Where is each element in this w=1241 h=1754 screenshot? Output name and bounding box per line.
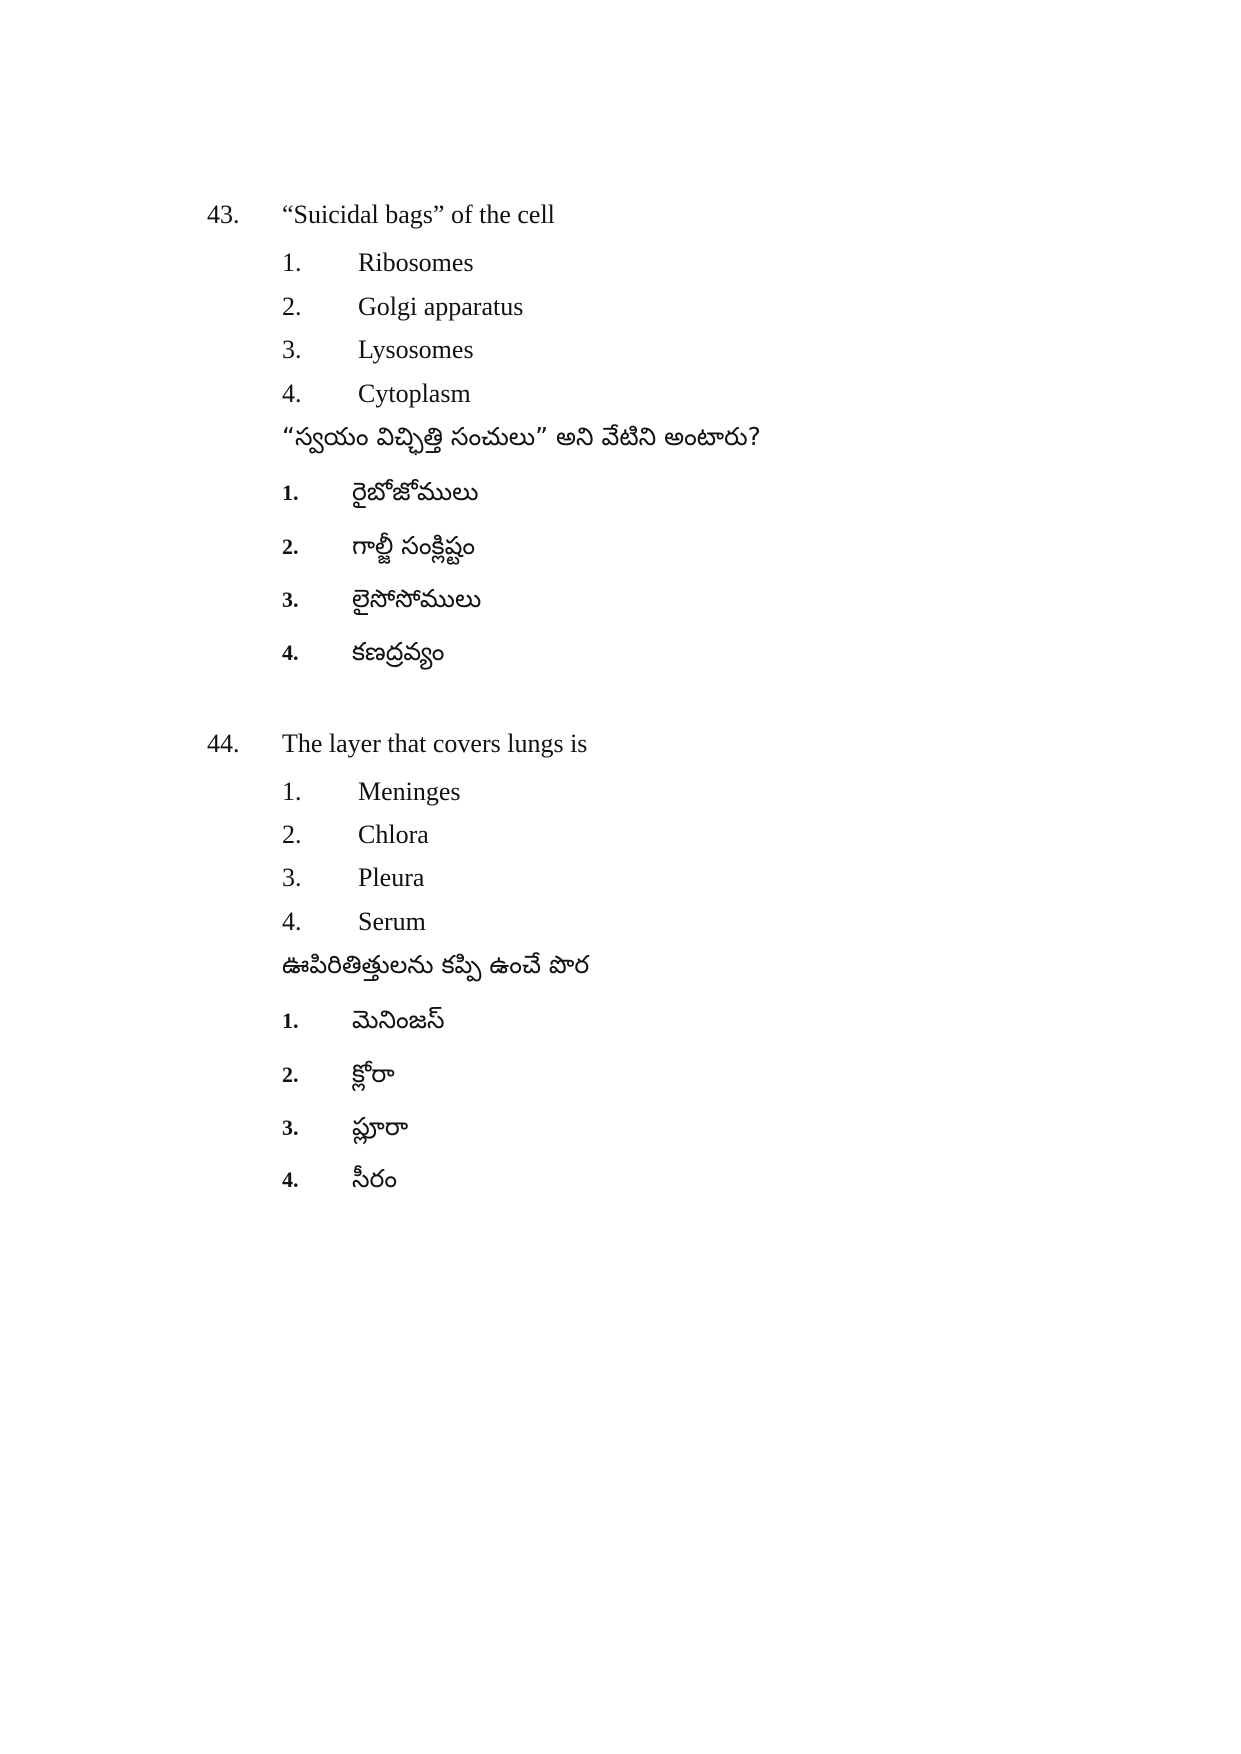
- option-number: 2.: [282, 534, 299, 559]
- option-1: [282, 248, 474, 278]
- option-label: రైబోజోములు: [352, 477, 479, 506]
- option-number: 4.: [282, 907, 302, 936]
- question-number: 43.: [207, 200, 240, 229]
- telugu-option-4: [282, 635, 444, 670]
- option-number: 2.: [282, 1062, 299, 1087]
- option-label: లైసోసోములు: [352, 584, 482, 613]
- option-number: 1.: [282, 777, 302, 806]
- option-number: 4.: [282, 1167, 299, 1192]
- option-2: [282, 820, 429, 850]
- option-3: [282, 863, 424, 893]
- telugu-option-4: [282, 1162, 397, 1197]
- option-number: 1.: [282, 248, 302, 277]
- option-label: కణద్రవ్యం: [352, 637, 445, 666]
- option-number: 4.: [282, 640, 299, 665]
- telugu-option-1: [282, 475, 479, 510]
- option-label: Pleura: [358, 863, 425, 892]
- question-number: 44.: [207, 729, 240, 758]
- option-label: Golgi apparatus: [358, 292, 524, 321]
- option-1: [282, 777, 461, 807]
- option-label: Cytoplasm: [358, 379, 471, 408]
- option-number: 3.: [282, 587, 299, 612]
- option-number: 3.: [282, 863, 302, 892]
- telugu-option-3: [282, 582, 481, 617]
- option-label: సీరం: [352, 1164, 398, 1193]
- option-number: 2.: [282, 292, 302, 321]
- option-number: 3.: [282, 1115, 299, 1140]
- telugu-option-2: [282, 1057, 395, 1092]
- option-label: గాల్జీ సంక్లిష్టం: [352, 531, 476, 560]
- option-3: [282, 335, 474, 365]
- option-4: [282, 907, 426, 937]
- option-2: [282, 292, 523, 322]
- option-label: మెనింజస్: [352, 1005, 445, 1034]
- telugu-option-3: [282, 1110, 408, 1145]
- option-number: 3.: [282, 335, 302, 364]
- option-label: Ribosomes: [358, 248, 474, 277]
- option-4: [282, 379, 471, 409]
- option-number: 1.: [282, 480, 299, 505]
- option-label: Chlora: [358, 820, 429, 849]
- option-label: క్లోరా: [352, 1059, 395, 1088]
- option-label: ప్లూరా: [352, 1112, 409, 1141]
- option-number: 4.: [282, 379, 302, 408]
- option-label: Serum: [358, 907, 426, 936]
- telugu-question-text: ఊపిరితిత్తులను కప్పి ఉంచే పొర: [282, 950, 590, 979]
- telugu-option-1: [282, 1003, 445, 1038]
- option-label: Lysosomes: [358, 335, 474, 364]
- telugu-option-2: [282, 529, 475, 564]
- question-text: The layer that covers lungs is: [282, 729, 588, 758]
- option-label: Meninges: [358, 777, 461, 806]
- option-number: 2.: [282, 820, 302, 849]
- question-text: “Suicidal bags” of the cell: [282, 200, 555, 229]
- telugu-question-text: “స్వయం విచ్ఛిత్తి సంచులు” అని వేటిని అంటారు?: [282, 422, 761, 451]
- option-number: 1.: [282, 1008, 299, 1033]
